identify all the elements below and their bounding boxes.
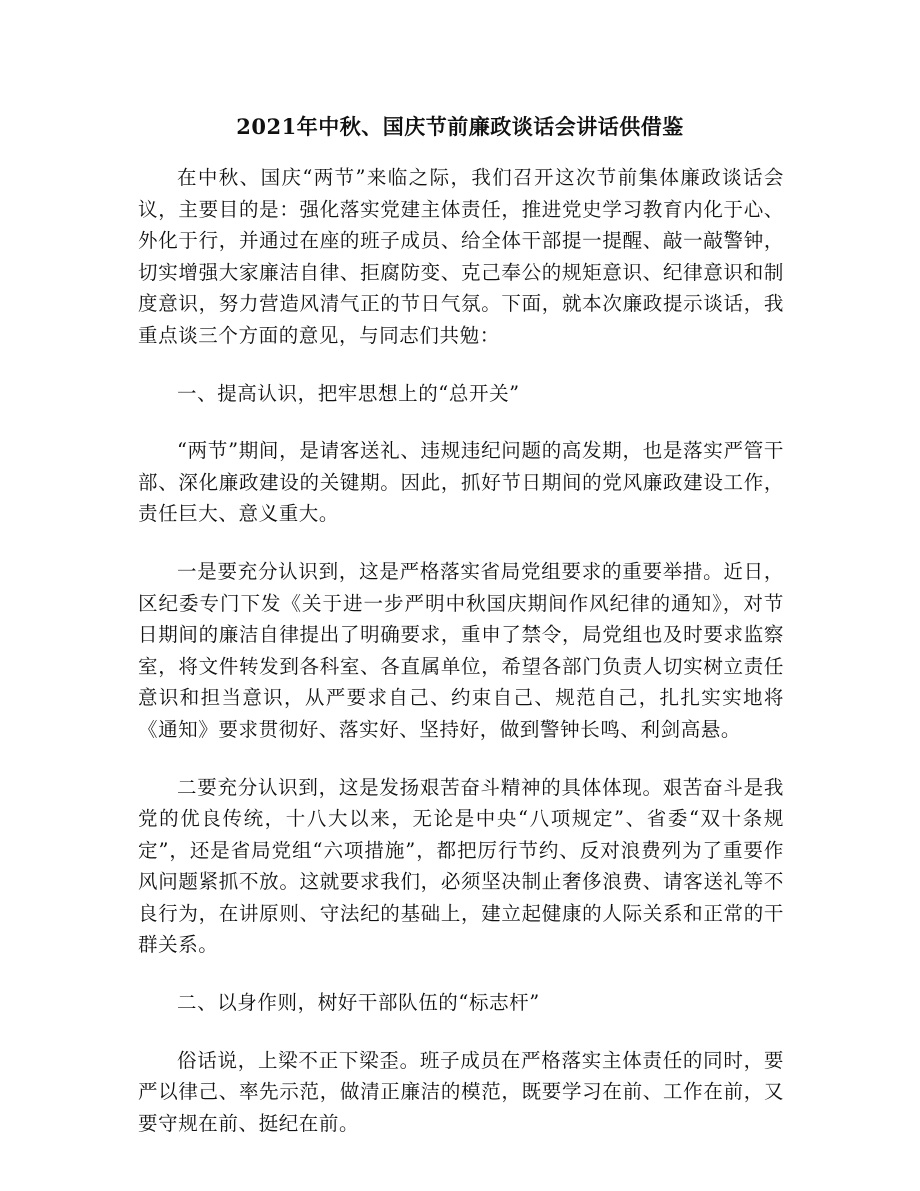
section-heading-1: 一、提高认识，把牢思想上的“总开关” — [177, 381, 520, 405]
paragraph-point-2: 二要充分认识到，这是发扬艰苦奋斗精神的具体体现。艰苦奋斗是我党的优良传统，十八大以来，无论是中央“八项规定”、省委“双十条规定”，还是省局党组“六项措施”，都把厉行节约、反对浪费列为了重要作风问题紧抓不放。这就要求我们，必须坚决制止奢侈浪费、请客送礼等不良行为，在讲原则、守法纪的基础上，建立起健康的人际关系和正常的干群关系。 — [138, 775, 784, 957]
paragraph-point-1: 一是要充分认识到，这是严格落实省局党组要求的重要举措。近日，区纪委专门下发《关于进一步严明中秋国庆期间作风纪律的通知》，对节日期间的廉洁自律提出了明确要求，重申了禁令，局党组也及时要求监察室，将文件转发到各科室、各直属单位，希望各部门负责人切实树立责任意识和担当意识，从严要求自己、约束自己、规范自己，扎扎实实地将《通知》要求贯彻好、落实好、坚持好，做到警钟长鸣、利剑高悬。 — [138, 559, 784, 741]
paragraph-section-1-lead: “两节”期间，是请客送礼、违规违纪问题的高发期，也是落实严管干部、深化廉政建设的关键期。因此，抓好节日期间的党风廉政建设工作，责任巨大、意义重大。 — [138, 439, 784, 526]
paragraph-intro: 在中秋、国庆“两节”来临之际，我们召开这次节前集体廉政谈话会议，主要目的是：强化落实党建主体责任，推进党史学习教育内化于心、外化于行，并通过在座的班子成员、给全体干部提一提醒、敲一敲警钟，切实增强大家廉洁自律、拒腐防变、克己奉公的规矩意识、纪律意识和制度意识，努力营造风清气正的节日气氛。下面，就本次廉政提示谈话，我重点谈三个方面的意见，与同志们共勉： — [138, 166, 784, 347]
document-body — [138, 162, 784, 1165]
section-heading-2: 二、以身作则，树好干部队伍的“标志杆” — [177, 991, 540, 1015]
paragraph-section-2-lead: 俗话说，上梁不正下梁歪。班子成员在严格落实主体责任的同时，要严以律己、率先示范，做清正廉洁的模范，既要学习在前、工作在前，又要守规在前、挺纪在前。 — [138, 1048, 784, 1135]
document-title: 2021年中秋、国庆节前廉政谈话会讲话供借鉴 — [236, 114, 684, 139]
